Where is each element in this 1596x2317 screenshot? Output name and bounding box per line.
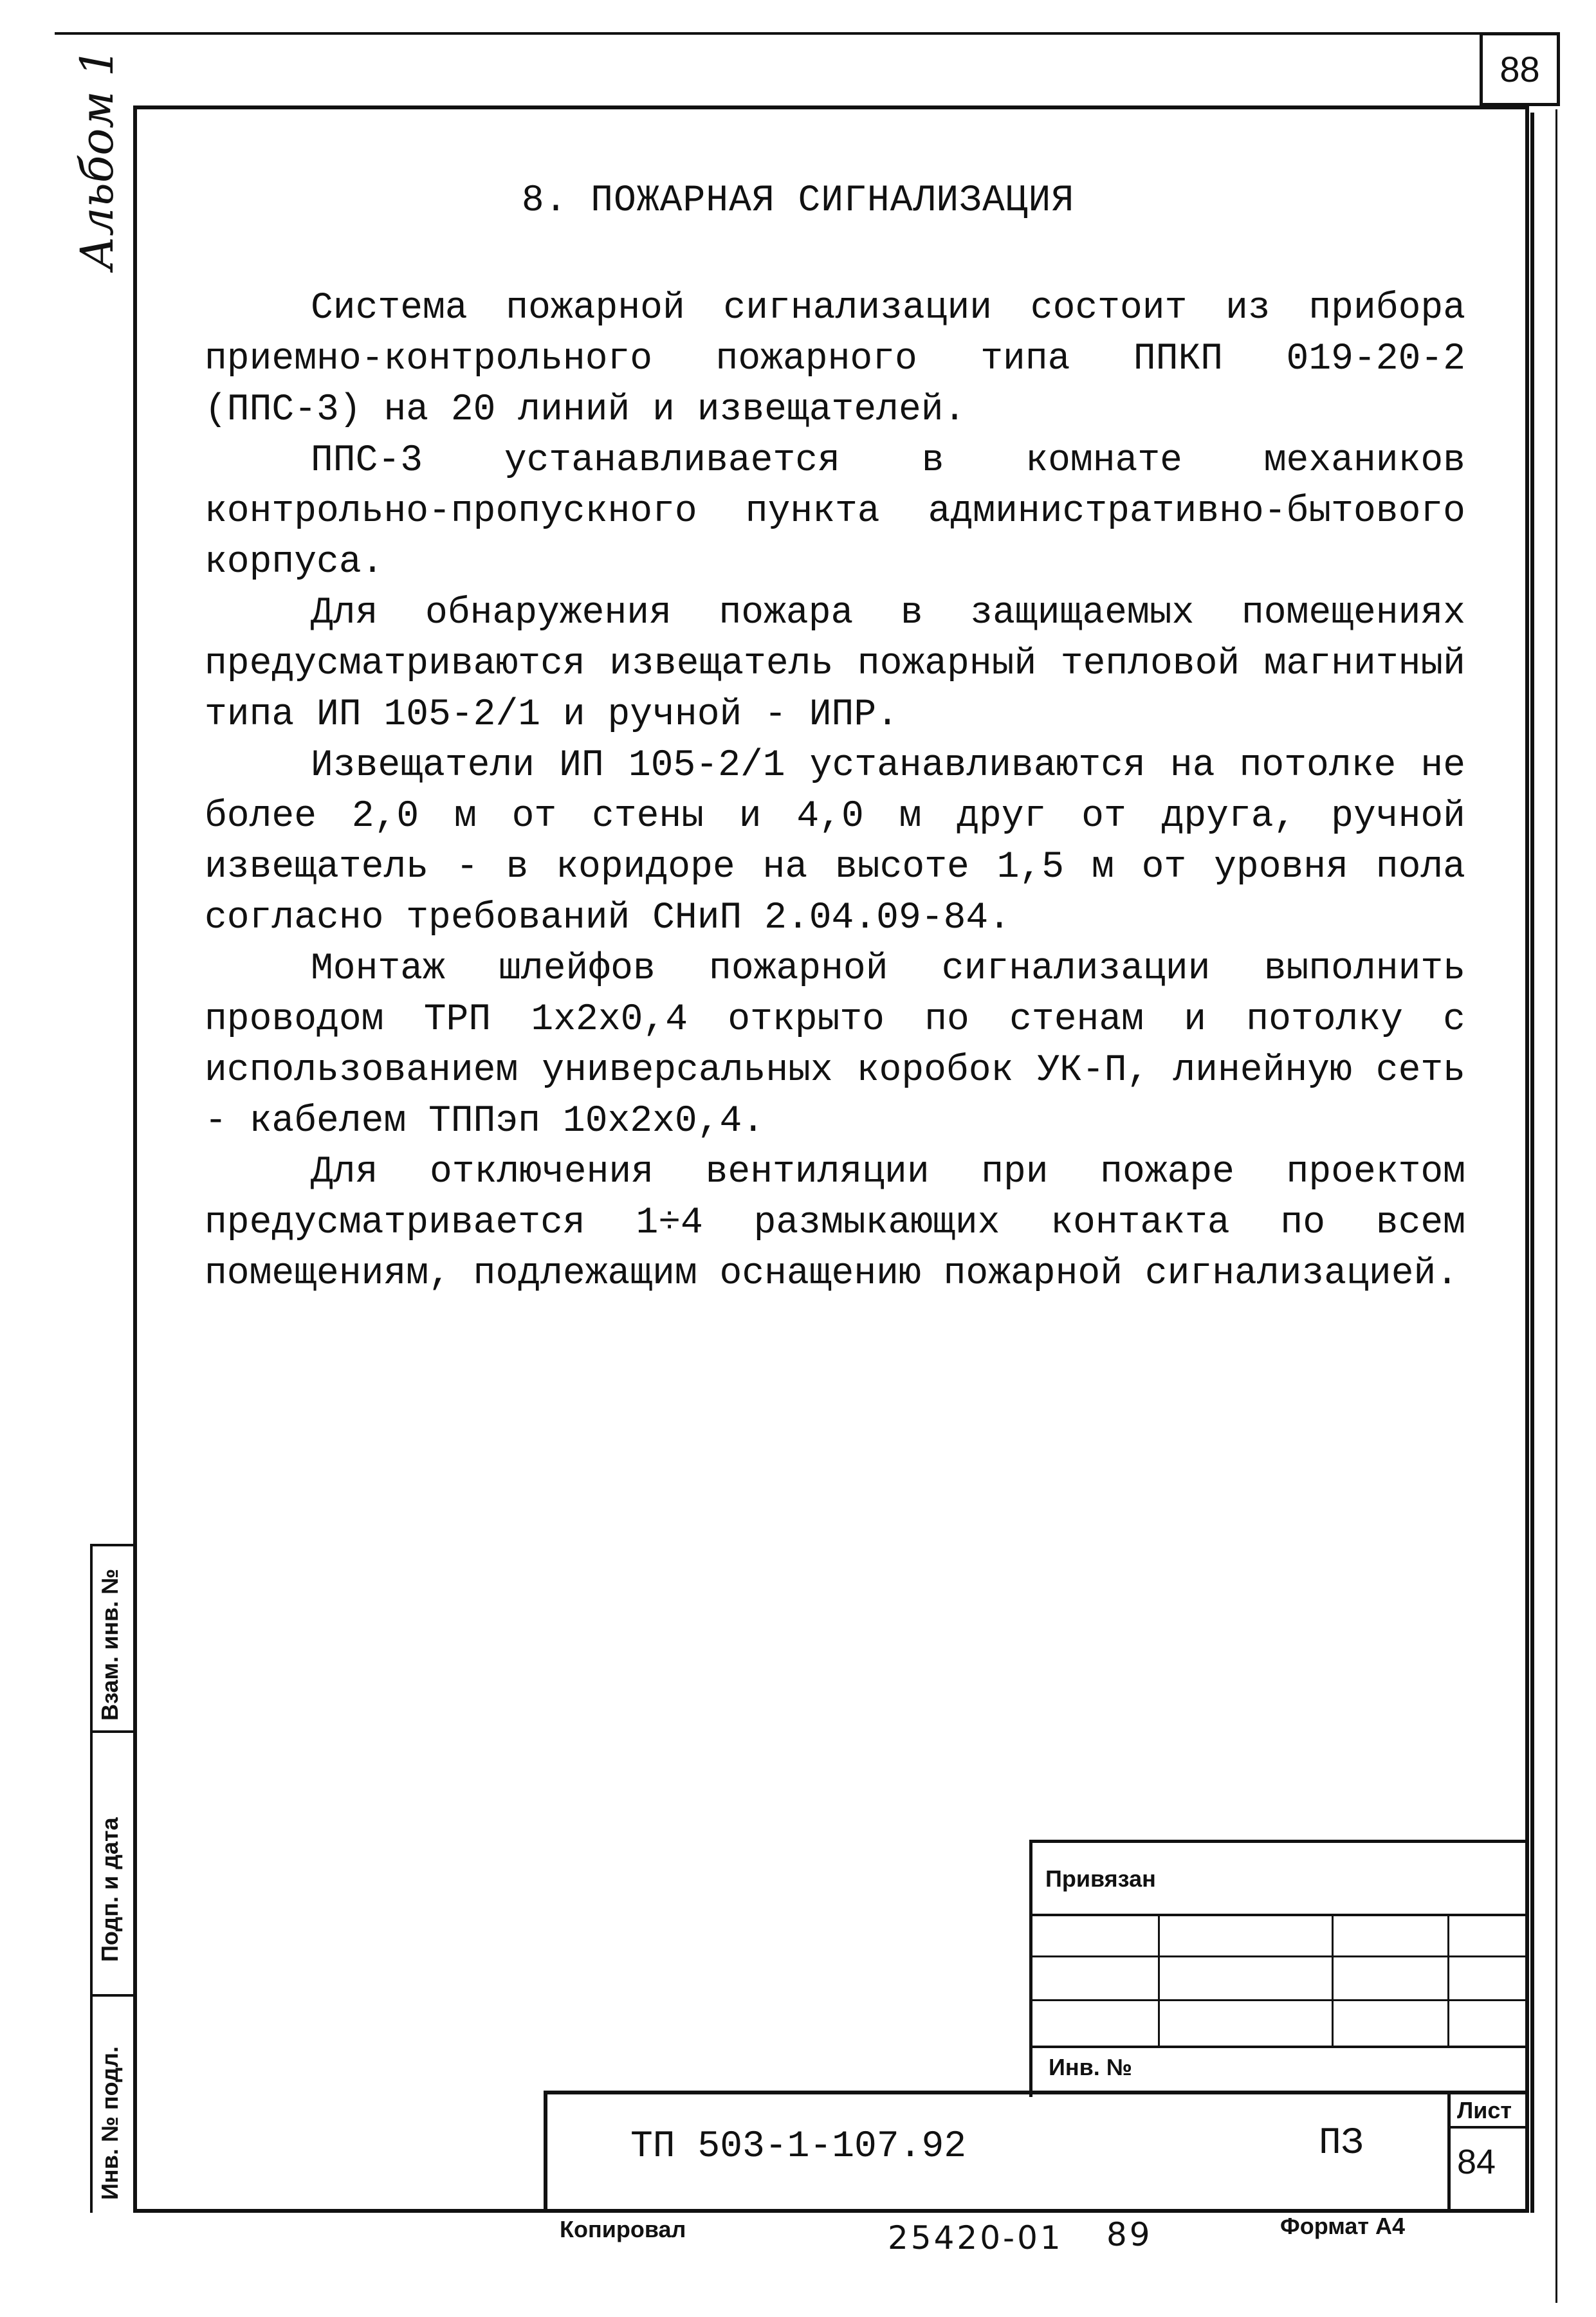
order-number: 25420-01 [888,2219,1063,2257]
side-label-podl: Инв. № подл. [96,2046,123,2200]
paragraph: Система пожарной сигнализации состоит из прибора приемно-контрольного пожарного типа ППКП 019-20-2 (ППС-3) на 20 линий и извещателей. [205,288,1465,431]
side-strip-divider [90,1994,135,1997]
privyazan-label: Привязан [1045,1865,1156,1892]
body-text [205,283,1465,1299]
stamp-line [544,2091,547,2213]
sheet-number: 84 [1457,2143,1496,2181]
stamp-line [544,2091,1528,2094]
stamp-line [1447,2091,1451,2213]
format-label: Формат А4 [1280,2213,1406,2239]
kopiroval-label: Копировал [560,2216,686,2242]
stamp-line [1447,2126,1528,2129]
stamp-line [1029,1840,1526,1843]
inv-no-label: Инв. № [1049,2054,1132,2080]
side-strip-divider [90,1730,135,1733]
section-title: 8. ПОЖАРНАЯ СИГНАЛИЗАЦИЯ [521,180,1075,222]
side-strip-divider [90,1544,135,1546]
stamp-line [1158,1914,1160,2046]
paragraph: Для отключения вентиляции при пожаре проектом предусматривается 1÷4 размыкающих контакта по всем помещениям, подлежащим оснащению пожарной сигнализацией. [205,1151,1465,1295]
stamp-line [1029,1999,1526,2001]
sheet-label: Лист [1457,2097,1512,2123]
stamp-line [1332,1914,1334,2046]
frame-shadow [1530,113,1534,2213]
order-page: 89 [1106,2216,1153,2253]
stamp-line [1447,1914,1449,2046]
stamp-line [1029,1955,1526,1957]
side-label-vzam: Взам. инв. № [96,1568,123,1721]
corner-page-number: 88 [1480,32,1560,106]
section-code: ПЗ [1319,2123,1364,2165]
stamp-line [1029,2046,1526,2048]
top-rule [55,32,1483,35]
stamp-line [1029,1840,1032,2097]
paragraph: Для обнаружения пожара в защищаемых помещениях предусматриваются извещатель пожарный тепловой магнитный типа ИП 105-2/1 и ручной - ИПР. [205,592,1465,736]
side-strip-outer [90,1544,93,2213]
stamp-line [1029,1914,1526,1916]
album-label: Альбом 1 [71,48,124,270]
right-margin-line [1555,109,1557,2303]
document-code: ТП 503-1-107.92 [630,2126,967,2168]
paragraph: ППС-3 устанавливается в комнате механиков контрольно-пропускного пункта административно-бытового корпуса. [205,440,1465,583]
side-label-podp: Подп. и дата [96,1817,123,1962]
paragraph: Монтаж шлейфов пожарной сигнализации выполнить проводом ТРП 1х2х0,4 открыто по стенам и потолку с использованием универсальных коробок УК-П, линейную сеть - кабелем ТППэп 10х2х0,4. [205,948,1465,1142]
paragraph: Извещатели ИП 105-2/1 устанавливаются на потолке не более 2,0 м от стены и 4,0 м друг от друга, ручной извещатель - в коридоре на высоте 1,5 м от уровня пола согласно требований СНиП 2.04.09-84. [205,745,1465,939]
